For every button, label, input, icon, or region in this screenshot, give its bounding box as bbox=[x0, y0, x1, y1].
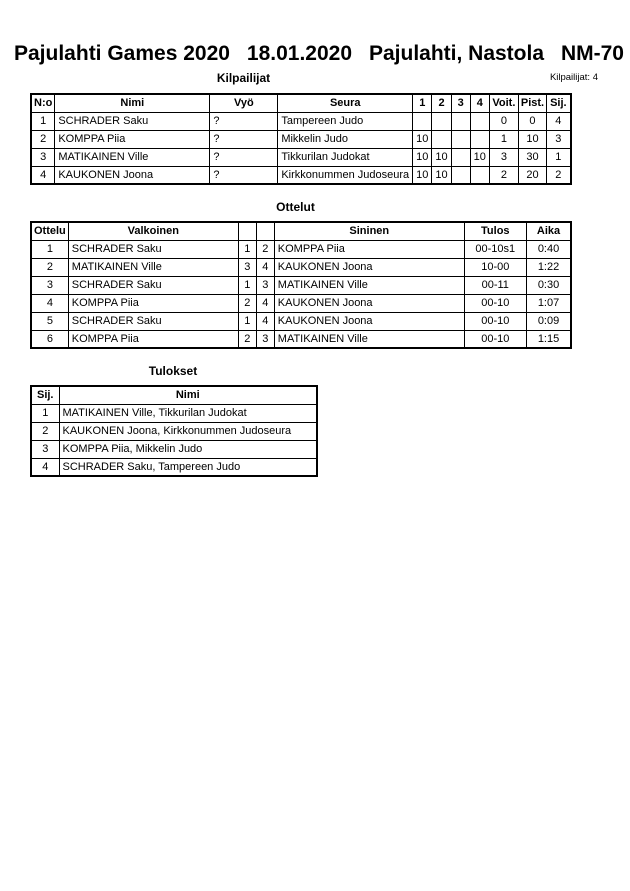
cell-aika: 0:09 bbox=[526, 312, 571, 330]
cell-tulos: 00-10 bbox=[464, 330, 526, 348]
table-row bbox=[31, 276, 571, 294]
cell-r1: 10 bbox=[413, 166, 432, 184]
table-row bbox=[31, 130, 571, 148]
col-header-nimi: Nimi bbox=[55, 94, 210, 112]
cell-voit: 1 bbox=[489, 130, 518, 148]
table-row bbox=[31, 294, 571, 312]
cell-bno: 4 bbox=[256, 294, 274, 312]
col-header-seura: Seura bbox=[278, 94, 413, 112]
table-row bbox=[31, 112, 571, 130]
col-header-r3: 3 bbox=[451, 94, 470, 112]
cell-nimi: SCHRADER Saku bbox=[55, 112, 210, 130]
cell-sij: 3 bbox=[31, 440, 59, 458]
col-header-aika: Aika bbox=[526, 222, 571, 240]
col-header-pist: Pist. bbox=[518, 94, 546, 112]
cell-no: 4 bbox=[31, 166, 55, 184]
tulokset-table bbox=[30, 385, 318, 477]
cell-wno: 2 bbox=[238, 294, 256, 312]
cell-sininen: KOMPPA Piia bbox=[274, 240, 464, 258]
cell-ottelu: 2 bbox=[31, 258, 68, 276]
cell-r1: 10 bbox=[413, 130, 432, 148]
cell-pist: 0 bbox=[518, 112, 546, 130]
cell-valkoinen: SCHRADER Saku bbox=[68, 276, 238, 294]
col-header-bno bbox=[256, 222, 274, 240]
kilpailijat-heading-row bbox=[0, 71, 630, 85]
col-header-no: N:o bbox=[31, 94, 55, 112]
cell-sij: 1 bbox=[547, 148, 571, 166]
cell-ottelu: 5 bbox=[31, 312, 68, 330]
cell-sij: 4 bbox=[31, 458, 59, 476]
cell-r3 bbox=[451, 112, 470, 130]
cell-sij: 4 bbox=[547, 112, 571, 130]
col-header-vyo: Vyö bbox=[210, 94, 278, 112]
cell-nimi: KOMPPA Piia, Mikkelin Judo bbox=[59, 440, 317, 458]
cell-r4 bbox=[470, 130, 489, 148]
cell-tulos: 00-11 bbox=[464, 276, 526, 294]
col-header-ottelu: Ottelu bbox=[31, 222, 68, 240]
cell-r2 bbox=[432, 112, 451, 130]
table-row bbox=[31, 422, 317, 440]
cell-vyo: ? bbox=[210, 166, 278, 184]
cell-valkoinen: KOMPPA Piia bbox=[68, 294, 238, 312]
table-row bbox=[31, 148, 571, 166]
cell-wno: 1 bbox=[238, 240, 256, 258]
cell-sij: 2 bbox=[31, 422, 59, 440]
cell-bno: 3 bbox=[256, 330, 274, 348]
table-header-row bbox=[31, 386, 317, 404]
cell-r3 bbox=[451, 130, 470, 148]
cell-valkoinen: SCHRADER Saku bbox=[68, 312, 238, 330]
cell-nimi: KAUKONEN Joona bbox=[55, 166, 210, 184]
cell-wno: 1 bbox=[238, 312, 256, 330]
cell-pist: 30 bbox=[518, 148, 546, 166]
cell-wno: 1 bbox=[238, 276, 256, 294]
cell-aika: 0:40 bbox=[526, 240, 571, 258]
cell-ottelu: 3 bbox=[31, 276, 68, 294]
table-header-row bbox=[31, 222, 571, 240]
col-header-sij: Sij. bbox=[547, 94, 571, 112]
cell-nimi: KOMPPA Piia bbox=[55, 130, 210, 148]
cell-vyo: ? bbox=[210, 148, 278, 166]
cell-wno: 2 bbox=[238, 330, 256, 348]
kilpailijat-heading: Kilpailijat bbox=[216, 71, 271, 85]
cell-r3 bbox=[451, 148, 470, 166]
table-row bbox=[31, 404, 317, 422]
cell-nimi: MATIKAINEN Ville, Tikkurilan Judokat bbox=[59, 404, 317, 422]
table-row bbox=[31, 166, 571, 184]
col-header-wno bbox=[238, 222, 256, 240]
kilpailijat-table bbox=[30, 93, 572, 185]
cell-r4 bbox=[470, 112, 489, 130]
cell-valkoinen: SCHRADER Saku bbox=[68, 240, 238, 258]
cell-no: 1 bbox=[31, 112, 55, 130]
cell-r4 bbox=[470, 166, 489, 184]
table-row bbox=[31, 258, 571, 276]
cell-tulos: 00-10 bbox=[464, 312, 526, 330]
page-title bbox=[0, 0, 630, 66]
cell-pist: 20 bbox=[518, 166, 546, 184]
cell-r1: 10 bbox=[413, 148, 432, 166]
col-header-sij: Sij. bbox=[31, 386, 59, 404]
table-row bbox=[31, 330, 571, 348]
cell-bno: 2 bbox=[256, 240, 274, 258]
cell-aika: 1:22 bbox=[526, 258, 571, 276]
cell-aika: 0:30 bbox=[526, 276, 571, 294]
cell-bno: 3 bbox=[256, 276, 274, 294]
table-row bbox=[31, 440, 317, 458]
cell-r2 bbox=[432, 130, 451, 148]
cell-valkoinen: KOMPPA Piia bbox=[68, 330, 238, 348]
title-category: NM-70 bbox=[560, 42, 624, 65]
cell-vyo: ? bbox=[210, 112, 278, 130]
cell-r2: 10 bbox=[432, 166, 451, 184]
col-header-tulos: Tulos bbox=[464, 222, 526, 240]
title-location: Pajulahti, Nastola bbox=[368, 42, 545, 65]
cell-r4: 10 bbox=[470, 148, 489, 166]
col-header-r4: 4 bbox=[470, 94, 489, 112]
cell-r3 bbox=[451, 166, 470, 184]
ottelut-table bbox=[30, 221, 572, 349]
table-header-row bbox=[31, 94, 571, 112]
cell-vyo: ? bbox=[210, 130, 278, 148]
cell-seura: Tampereen Judo bbox=[278, 112, 413, 130]
cell-sij: 2 bbox=[547, 166, 571, 184]
col-header-nimi: Nimi bbox=[59, 386, 317, 404]
col-header-r2: 2 bbox=[432, 94, 451, 112]
cell-tulos: 00-10 bbox=[464, 294, 526, 312]
cell-sininen: MATIKAINEN Ville bbox=[274, 330, 464, 348]
cell-voit: 3 bbox=[489, 148, 518, 166]
tulokset-heading: Tulokset bbox=[148, 364, 198, 378]
cell-wno: 3 bbox=[238, 258, 256, 276]
col-header-voit: Voit. bbox=[489, 94, 518, 112]
cell-voit: 2 bbox=[489, 166, 518, 184]
cell-seura: Kirkkonummen Judoseura bbox=[278, 166, 413, 184]
cell-seura: Tikkurilan Judokat bbox=[278, 148, 413, 166]
cell-bno: 4 bbox=[256, 258, 274, 276]
cell-ottelu: 1 bbox=[31, 240, 68, 258]
table-row bbox=[31, 312, 571, 330]
cell-ottelu: 4 bbox=[31, 294, 68, 312]
cell-aika: 1:07 bbox=[526, 294, 571, 312]
cell-tulos: 10-00 bbox=[464, 258, 526, 276]
title-date: 18.01.2020 bbox=[246, 42, 353, 65]
col-header-valkoinen: Valkoinen bbox=[68, 222, 238, 240]
cell-pist: 10 bbox=[518, 130, 546, 148]
cell-sij: 3 bbox=[547, 130, 571, 148]
table-row bbox=[31, 240, 571, 258]
cell-tulos: 00-10s1 bbox=[464, 240, 526, 258]
title-event: Pajulahti Games 2020 bbox=[14, 42, 230, 65]
cell-valkoinen: MATIKAINEN Ville bbox=[68, 258, 238, 276]
ottelut-heading: Ottelut bbox=[276, 200, 315, 214]
cell-seura: Mikkelin Judo bbox=[278, 130, 413, 148]
cell-voit: 0 bbox=[489, 112, 518, 130]
cell-sininen: MATIKAINEN Ville bbox=[274, 276, 464, 294]
cell-sininen: KAUKONEN Joona bbox=[274, 312, 464, 330]
col-header-r1: 1 bbox=[413, 94, 432, 112]
cell-nimi: MATIKAINEN Ville bbox=[55, 148, 210, 166]
cell-no: 2 bbox=[31, 130, 55, 148]
cell-sininen: KAUKONEN Joona bbox=[274, 294, 464, 312]
cell-nimi: KAUKONEN Joona, Kirkkonummen Judoseura bbox=[59, 422, 317, 440]
cell-ottelu: 6 bbox=[31, 330, 68, 348]
cell-r1 bbox=[413, 112, 432, 130]
cell-aika: 1:15 bbox=[526, 330, 571, 348]
cell-r2: 10 bbox=[432, 148, 451, 166]
table-row bbox=[31, 458, 317, 476]
col-header-sininen: Sininen bbox=[274, 222, 464, 240]
cell-sininen: KAUKONEN Joona bbox=[274, 258, 464, 276]
cell-nimi: SCHRADER Saku, Tampereen Judo bbox=[59, 458, 317, 476]
competitors-count: Kilpailijat: 4 bbox=[549, 72, 598, 83]
cell-sij: 1 bbox=[31, 404, 59, 422]
cell-bno: 4 bbox=[256, 312, 274, 330]
cell-no: 3 bbox=[31, 148, 55, 166]
